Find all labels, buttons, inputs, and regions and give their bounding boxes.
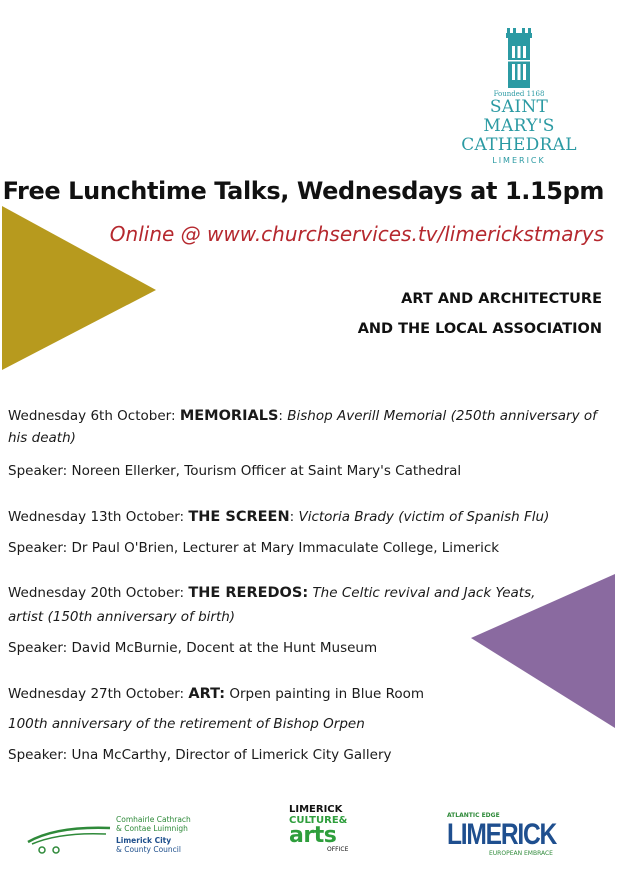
cathedral-logo [452,22,586,165]
arts-office-logo [289,804,357,860]
council-en-line2: & County Council [116,845,181,854]
page-title: Free Lunchtime Talks, Wednesdays at 1.15pm [2,177,604,205]
logo-name-line1: SAINT MARY'S [483,97,555,136]
brand-bottom: EUROPEAN EMBRACE [489,850,553,857]
talk-description: Bishop Averill Memorial (250th anniversary of [287,408,597,424]
talk-date: Wednesday 27th October: [8,686,185,702]
speaker-name: Dr Paul O'Brien, Lecturer at Mary Immaculate College, Limerick [71,540,500,556]
talk-description: The Celtic revival and Jack Yeats, [312,585,536,601]
talk-title: THE SCREEN [188,509,290,525]
arts-line2: CULTURE& [289,815,348,826]
talk-1-heading [8,405,598,427]
talk-3-speaker [8,637,598,659]
talk-description-cont: his death) [8,430,76,446]
talk-4-speaker [8,744,598,766]
logo-name-line2: CATHEDRAL [461,135,577,155]
council-logo [26,816,226,862]
talk-title-suffix: : [289,509,295,525]
council-irish-line2: & Contae Luimnigh [116,824,188,833]
cathedral-tower-icon [504,22,534,88]
talk-title: ART: [188,686,226,702]
series-title-line2: AND THE LOCAL ASSOCIATION [357,321,602,337]
council-swoosh-icon [26,820,112,856]
arts-line3: arts [289,823,337,848]
speaker-name: Noreen Ellerker, Tourism Officer at Saint Mary's Cathedral [71,463,462,479]
speaker-label: Speaker: [8,463,68,479]
limerick-brand-logo [447,812,573,862]
speaker-name: Una McCarthy, Director of Limerick City Gallery [71,747,392,763]
talk-4-desc-cont [8,713,598,735]
talk-title: MEMORIALS [179,408,279,424]
series-title-line1: ART AND ARCHITECTURE [401,291,602,307]
talk-3-desc-cont [8,606,598,628]
brand-main: LIMERICK [447,818,557,851]
talk-2-heading [8,506,598,528]
founded-text: Founded 1168 [493,90,545,98]
talk-description-cont: 100th anniversary of the retirement of Bishop Orpen [8,716,365,732]
speaker-name: David McBurnie, Docent at the Hunt Museum [71,640,378,656]
talk-description: Victoria Brady (victim of Spanish Flu) [298,509,550,525]
talk-title: THE REREDOS: [188,585,309,601]
speaker-label: Speaker: [8,540,68,556]
talk-description-cont: artist (150th anniversary of birth) [8,609,236,625]
talk-4-heading [8,683,598,705]
speaker-label: Speaker: [8,747,68,763]
talk-2-speaker [8,537,598,559]
council-en-line1: Limerick City [116,836,172,845]
talk-date: Wednesday 13th October: [8,509,185,525]
arts-line4: OFFICE [327,846,349,853]
talk-3-heading [8,582,598,604]
arts-line1: LIMERICK [289,804,343,815]
talk-title-suffix: : [278,408,283,424]
talk-1-desc-cont [8,427,598,449]
logo-city: LIMERICK [492,156,546,165]
speaker-label: Speaker: [8,640,68,656]
brand-top: ATLANTIC EDGE [447,812,500,819]
talk-description: Orpen painting in Blue Room [229,686,425,702]
council-irish-line1: Comhairle Cathrach [116,815,191,824]
talk-date: Wednesday 6th October: [8,408,176,424]
online-link[interactable]: Online @ www.churchservices.tv/limerickstmarys [109,222,604,246]
talk-date: Wednesday 20th October: [8,585,185,601]
talk-1-speaker [8,460,598,482]
